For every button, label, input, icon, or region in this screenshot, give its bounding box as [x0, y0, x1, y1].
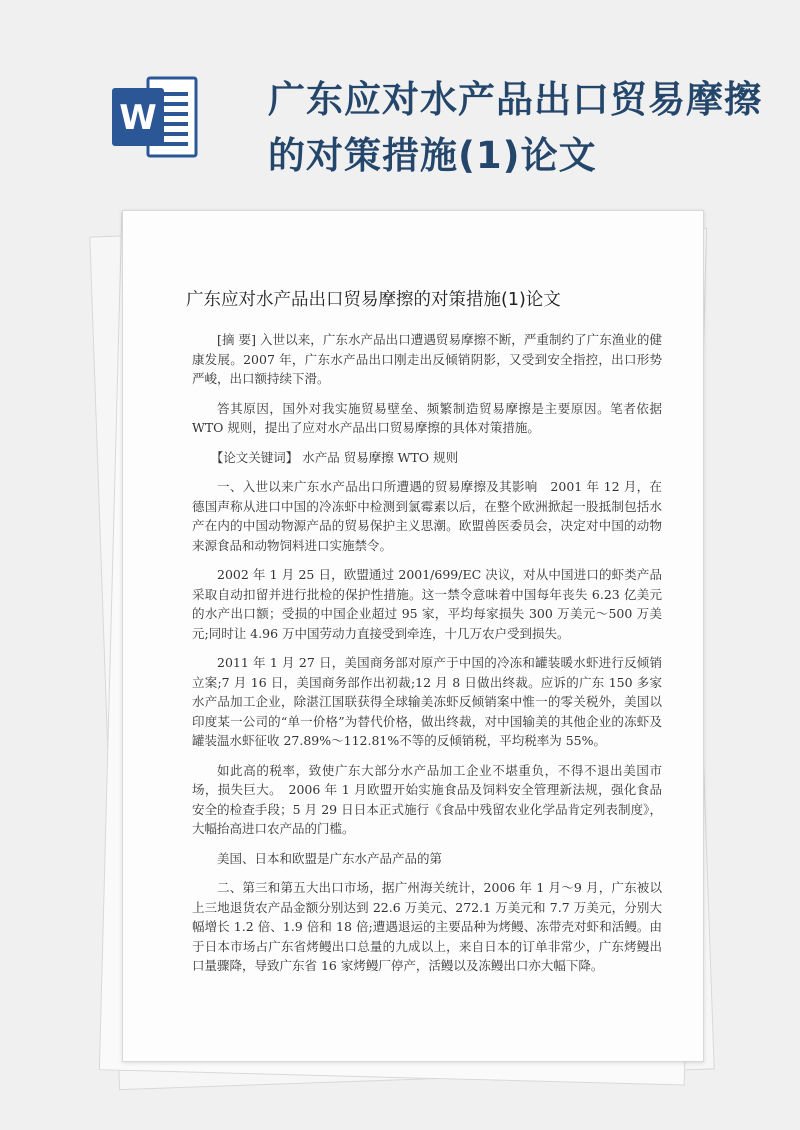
page-title-line-2: 的对策措施(1)论文: [268, 134, 597, 177]
word-document-icon: [110, 72, 200, 162]
abstract-paragraph: [摘 要] 入世以来，广东水产品出口遭遇贸易摩擦不断，严重制约了广东渔业的健康发展。2007 年，广东水产品出口刚走出反倾销阴影，又受到安全指控，出口形势严峻，出口额持续下滑。: [192, 332, 662, 386]
document-title: 广东应对水产品出口贸易摩擦的对策措施(1)论文: [186, 290, 561, 310]
page-title-line-1: 广东应对水产品出口贸易摩擦: [268, 78, 762, 121]
body-paragraph: 二、第三和第五大出口市场，据广州海关统计，2006 年 1 月～9 月，广东被以上三地退货农产品金额分别达到 22.6 万美元、272.1 万美元和 7.7 万美元，分别大幅增长 1.2 倍、1.9 倍和 18 倍;遭遇退运的主要品种为烤鳗、冻带壳对虾和活鳗。由于日本市场占广东省烤鳗出口总量的九成以上，来自日本的订单非常少，广东烤鳗出口量骤降，导致广东省 16 家烤鳗厂停产，活鳗以及冻鳗出口亦大幅下降。: [192, 880, 662, 973]
document-body: [192, 330, 662, 986]
word-icon-letter: W: [119, 98, 157, 138]
page-title: [268, 72, 768, 184]
body-paragraph: 美国、日本和欧盟是广东水产品产品的第: [217, 850, 443, 866]
body-paragraph: 如此高的税率，致使广东大部分水产品加工企业不堪重负，不得不退出美国市场，损失巨大。 2006 年 1 月欧盟开始实施食品及饲料安全管理新法规，强化食品安全的检查手段；5 月 29 日日本正式施行《食品中残留农业化学品肯定列表制度》，大幅抬高进口农产品的门槛。: [192, 762, 662, 836]
body-paragraph: 2002 年 1 月 25 日，欧盟通过 2001/699/EC 决议，对从中国进口的虾类产品采取自动扣留并进行批检的保护性措施。这一禁令意味着中国每年丧失 6.23 亿美元的水产出口额；受损的中国企业超过 95 家，平均每家损失 300 万美元～500 万美元;同时让 4.96 万中国劳动力直接受到牵连，十几万农户受到损失。: [192, 567, 662, 641]
body-paragraph: 一、入世以来广东水产品出口所遭遇的贸易摩擦及其影响 2001 年 12 月，在德国声称从进口中国的冷冻虾中检测到氯霉素以后，在整个欧洲掀起一股抵制包括水产在内的中国动物源产品的贸易保护主义思潮。欧盟兽医委员会，决定对中国的动物来源食品和动物饲料进口实施禁令。: [192, 479, 662, 553]
keywords-paragraph: 【论文关键词】 水产品 贸易摩擦 WTO 规则: [210, 449, 459, 465]
body-paragraph: 2011 年 1 月 27 日，美国商务部对原产于中国的冷冻和罐装暖水虾进行反倾销立案;7 月 16 日，美国商务部作出初裁;12 月 8 日做出终裁。应诉的广东 150 多家水产品加工企业，除湛江国联获得全球输美冻虾反倾销案中惟一的零关税外，美国以印度某一公司的“单一价格”为替代价格，做出终裁，对中国输美的其他企业的冻虾及罐装温水虾征收 27.89%～112.81%不等的反倾销税，平均税率为 55%。: [192, 655, 662, 748]
body-paragraph: 答其原因，国外对我实施贸易壁垒、频繁制造贸易摩擦是主要原因。笔者依据 WTO 规则，提出了应对水产品出口贸易摩擦的具体对策措施。: [192, 400, 662, 435]
